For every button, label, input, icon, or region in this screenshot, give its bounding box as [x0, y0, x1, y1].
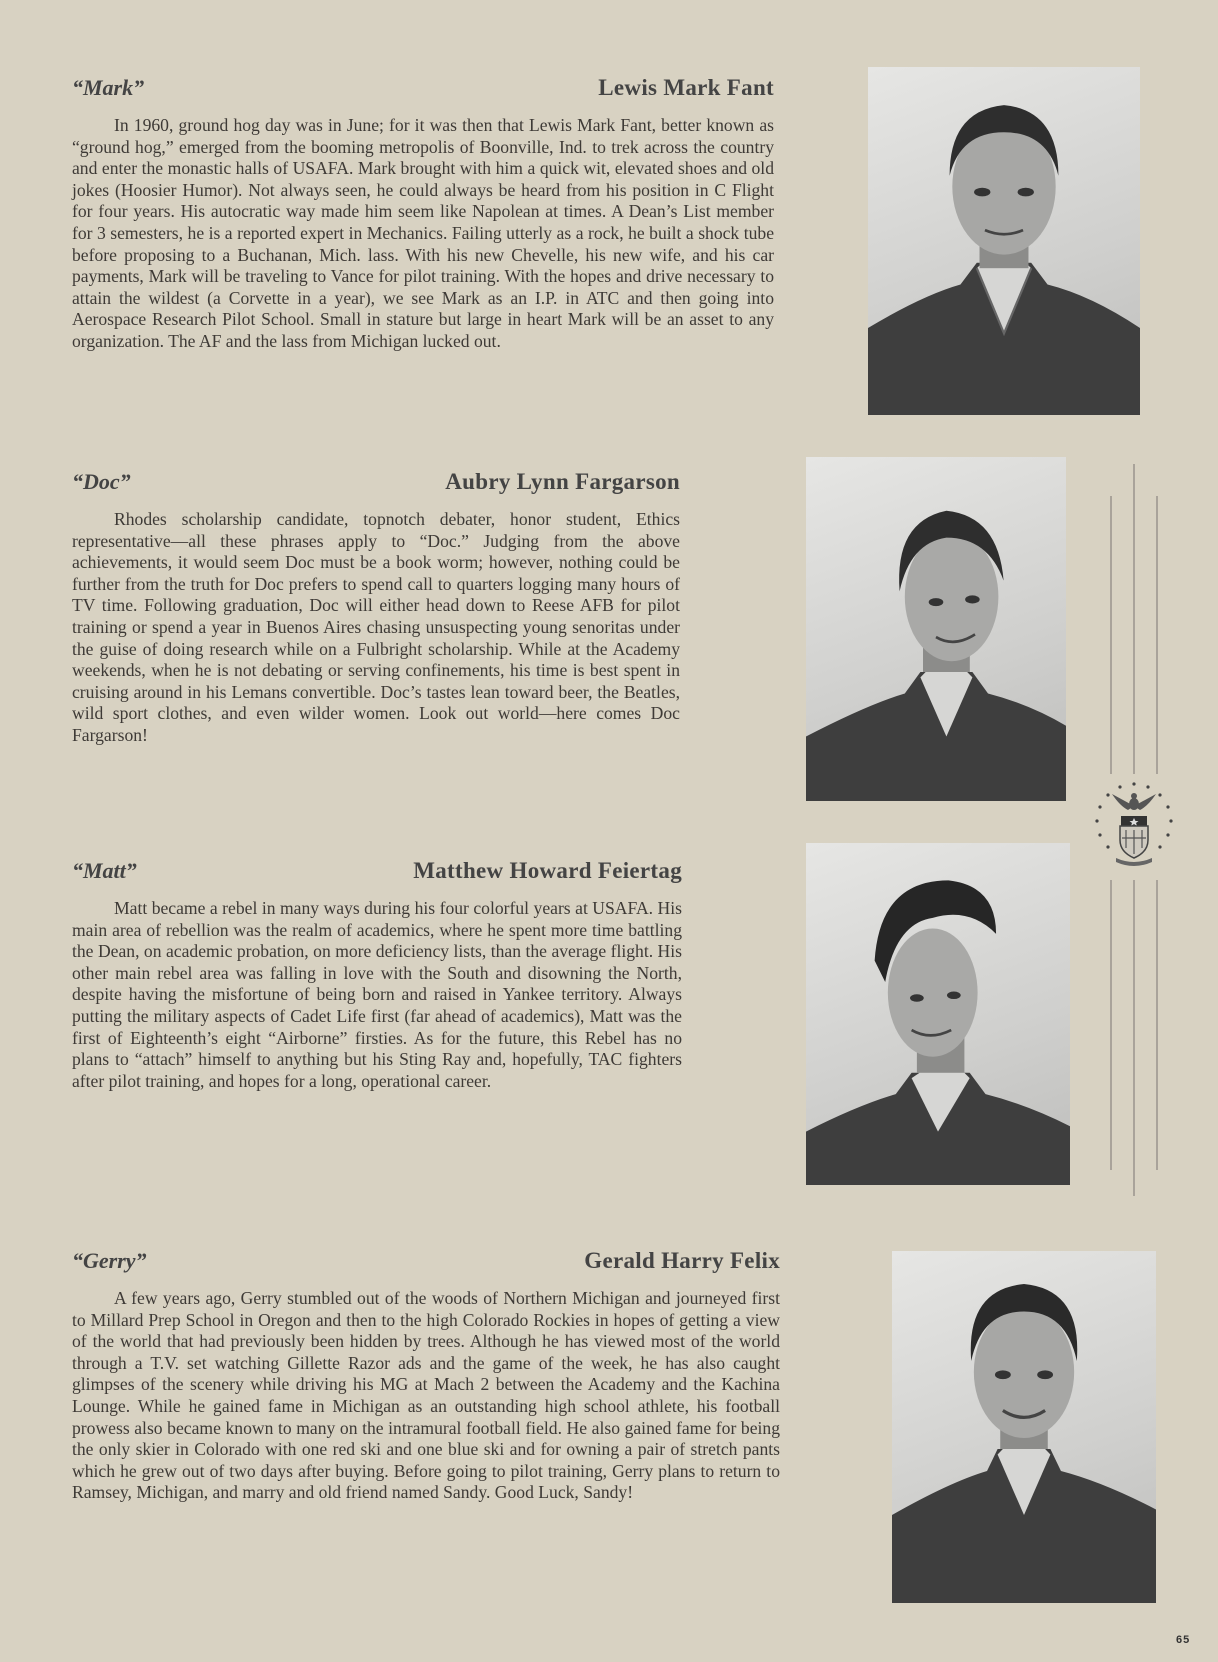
cadet-name: Aubry Lynn Fargarson	[445, 469, 680, 494]
cadet-name: Lewis Mark Fant	[598, 75, 774, 100]
cadet-name: Matthew Howard Feiertag	[413, 858, 682, 883]
portrait-photo	[806, 843, 1070, 1185]
entry-matthew-howard-feiertag	[72, 858, 682, 1092]
biography: In 1960, ground hog day was in June; for it was then that Lewis Mark Fant, better known as “ground hog,” emerged from the booming metropolis of Boonville, Ind. to trek across the country and enter the monastic halls of USAFA. Mark brought with him a quick wit, elevated shoes and old jokes (Hoosier Humor). Not always seen, he could always be heard from his position in C Flight for four years. His autocratic way made him seem like Napolean at times. A Dean’s List member for 3 semesters, he is a reported expert in Mechanics. Failing utterly as a rock, he built a shock tube before proposing to a Buchanan, Mich. lass. With his new Chevelle, his new wife, and his car payments, Mark will be traveling to Vance for pilot training. With the hopes and drive necessary to attain the wildest (a Corvette in a year), we see Mark as an I.P. in ATC and then going into Aerospace Research Pilot School. Small in stature but large in heart Mark will be an asset to any organization. The AF and the lass from Michigan lucked out.	[72, 115, 774, 351]
cadet-name: Gerald Harry Felix	[584, 1248, 780, 1273]
entry-header	[72, 75, 774, 105]
nickname: “Gerry”	[72, 1248, 147, 1273]
biography: Rhodes scholarship candidate, topnotch debater, honor student, Ethics representative—all these phrases apply to “Doc.” Judging from the above achievements, it would seem Doc must be a book worm; however, nothing could be further from the truth for Doc prefers to spend call to quarters logging many hours of TV time. Following graduation, Doc will either head down to Reese AFB for pilot training or spend a year in Buenos Aires chasing unsuspecting young senoritas under the guise of doing research while on a Fulbright scholarship. While at the Academy weekends, when he is not debating or serving confinements, his time is best spent in cruising around in his Lemans convertible. Doc’s tastes lean toward beer, the Beatles, wild sport clothes, and even wilder women. Look out world—here comes Doc Fargarson!	[72, 509, 680, 745]
nickname: “Matt”	[72, 858, 137, 883]
nickname: “Mark”	[72, 75, 145, 100]
page-number: 65	[1176, 1634, 1191, 1646]
entry-gerald-harry-felix	[72, 1248, 780, 1504]
biography: Matt became a rebel in many ways during his four colorful years at USAFA. His main area of rebellion was the realm of academics, where he spent more time battling the Dean, on academic probation, on more deficiency lists, than the average flight. His other main rebel area was falling in love with the South and disowning the North, despite having the misfortune of being born and raised in Yankee territory. Always putting the military aspects of Cadet Life first (far ahead of academics), Matt was the first of Eighteenth’s eight “Airborne” firsties. As for the future, this Rebel has no plans to “attach” himself to anything but his Sting Ray and, hopefully, TAC fighters after pilot training, and hopes for a long, operational career.	[72, 898, 682, 1091]
entry-header	[72, 858, 682, 888]
decorative-rule	[1156, 496, 1158, 774]
portrait-photo	[806, 457, 1066, 801]
entry-aubry-lynn-fargarson	[72, 469, 680, 747]
entry-header	[72, 1248, 780, 1278]
decorative-rule	[1133, 464, 1135, 774]
entry-header	[72, 469, 680, 499]
decorative-rule	[1133, 880, 1135, 1196]
nickname: “Doc”	[72, 469, 131, 494]
portrait-photo	[892, 1251, 1156, 1603]
portrait-photo	[868, 67, 1140, 415]
biography: A few years ago, Gerry stumbled out of the woods of Northern Michigan and journeyed first to Millard Prep School in Oregon and then to the high Colorado Rockies in hopes of getting a view of the world that had previously been hidden by trees. Although he has viewed most of the world through a T.V. set watching Gillette Razor ads and the game of the week, he has also caught glimpses of the scenery while driving his MG at Mach 2 between the Academy and the Kachina Lounge. While he gained fame in Michigan as an outstanding high school athlete, his football prowess also became known to many on the intramural football field. He also gained fame for being the only skier in Colorado with one red ski and one blue ski and for owning a pair of stretch pants which he grew out of two days after buying. Before going to pilot training, Gerry plans to return to Ramsey, Michigan, and marry and old friend named Sandy. Good Luck, Sandy!	[72, 1288, 780, 1503]
decorative-rule	[1110, 496, 1112, 774]
decorative-rule	[1156, 880, 1158, 1170]
academy-crest-icon	[1084, 776, 1184, 876]
entry-lewis-mark-fant	[72, 75, 774, 353]
decorative-rule	[1110, 880, 1112, 1170]
